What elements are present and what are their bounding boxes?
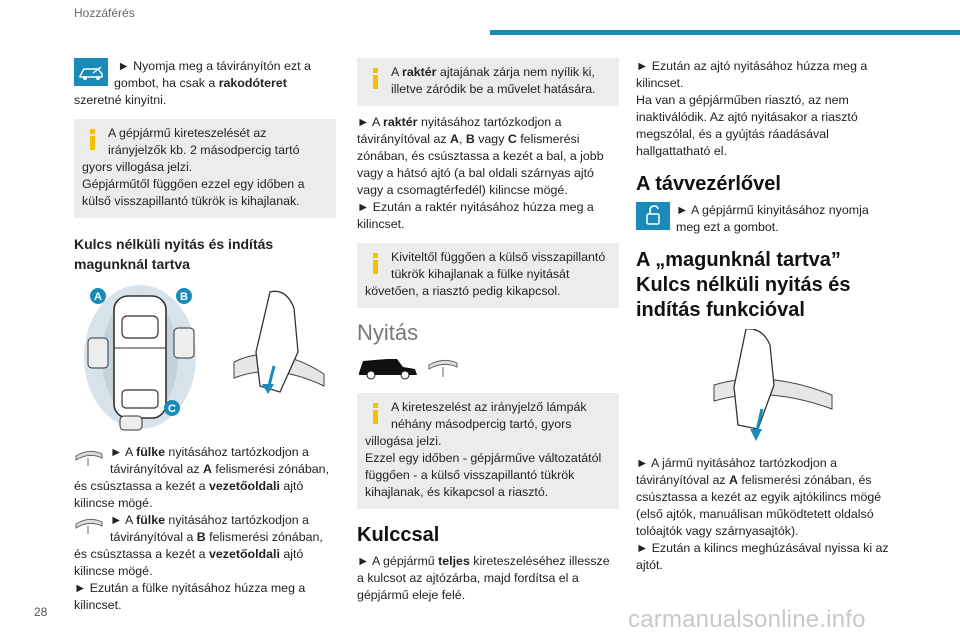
zone-label-b: B xyxy=(180,291,188,303)
paragraph: ► Ezután az ajtó nyitásához húzza meg a kilincset. xyxy=(636,59,868,90)
bold-term: B xyxy=(196,530,206,544)
bold-term: fülke xyxy=(136,445,165,459)
paragraph xyxy=(357,553,619,604)
cargo-unlock-paragraph xyxy=(74,58,336,109)
paragraph xyxy=(357,114,619,199)
note-text: Gépjárműtől függően ezzel egy időben a külső visszapillantó tükrök is kihajlanak. xyxy=(82,177,305,208)
text: A xyxy=(125,513,137,527)
text: kireteszeléséhez illessze a kulcsot az ajtózárba, majd fordítsa el a gépjármű eleje felé. xyxy=(357,554,610,602)
watermark: carmanualsonline.info xyxy=(628,606,866,633)
section-heading-nyitas: Nyitás xyxy=(357,320,419,345)
text: vagy xyxy=(474,132,508,146)
bold-term: raktér xyxy=(383,115,418,129)
bold-term: vezetőoldali xyxy=(208,479,280,493)
bold-term: rakodóteret xyxy=(218,76,287,90)
paragraph: ► Ezután a kilincs meghúzásával nyissa ki az ajtót. xyxy=(636,541,889,572)
column-2 xyxy=(357,58,619,604)
unlock-icon xyxy=(636,202,670,230)
text: ► A gépjármű kinyitásához nyomja meg ezt a gombot. xyxy=(676,203,869,234)
section-header: Hozzáférés xyxy=(74,6,135,20)
paragraph xyxy=(636,455,894,540)
info-note xyxy=(357,243,619,308)
info-icon xyxy=(365,249,387,279)
text: felismerési zónában, és csúsztassa a kezét a xyxy=(74,530,323,561)
bold-term: A xyxy=(202,462,212,476)
bold-term: C xyxy=(507,132,517,146)
bold-term: raktér xyxy=(402,65,437,79)
info-note xyxy=(357,58,619,106)
door-handle-icon xyxy=(74,512,104,536)
text: felismerési zónában, és csúsztassa a kezét az egyik ajtókilincs mögé (első ajtók, manuálisan működtetett oldalsó tolóajtók vagy szárnyasajtók). xyxy=(636,473,882,538)
info-icon xyxy=(365,399,387,429)
info-note xyxy=(357,393,619,509)
arrow-bullet: ► xyxy=(117,59,130,73)
bold-term: A xyxy=(728,473,738,487)
text: ajtó kilincse mögé. xyxy=(74,479,304,510)
note-text: Kiviteltől függően a külső visszapillantó tükrök kihajlanak a fülke nyitását követően, a riasztó pedig kikapcsol. xyxy=(365,250,606,298)
bold-term: B xyxy=(465,132,475,146)
bold-term: vezetőoldali xyxy=(208,547,280,561)
text: Nyomja meg a távirányítón ezt a gombot, ha csak a xyxy=(114,59,311,90)
cab-open-zone-b: ► A fülke nyitásához tartózkodjon a távirányítóval a B felismerési zónában, és csúsztassa a kezét a vezetőoldali ajtó kilincse mögé. xyxy=(74,513,323,578)
page-number: 28 xyxy=(34,605,48,619)
section-heading-remote: A távvezérlővel xyxy=(636,173,781,195)
door-handle-icon xyxy=(74,444,104,468)
bold-term: teljes xyxy=(438,554,470,568)
text: , xyxy=(458,132,466,146)
section-heading-keyless: A „magunknál tartva” Kulcs nélküli nyitás és indítás funkcióval xyxy=(636,249,851,321)
column-3 xyxy=(636,58,894,574)
text: nyitásához tartózkodjon a távirányítóval az xyxy=(357,115,562,146)
bold-term: A xyxy=(449,132,459,146)
text: ► A gépjármű xyxy=(357,554,439,568)
text: szeretné kinyitni. xyxy=(74,93,167,107)
text: A xyxy=(391,65,403,79)
zone-label-c: C xyxy=(168,403,176,415)
text: nyitásához tartózkodjon a távirányítóval az xyxy=(110,445,309,476)
paragraph: Ha van a gépjárműben riasztó, az nem inaktiválódik. Az ajtó nyitásakor a riasztó megszólal, és a gyújtás ráadásával hallgattatható el. xyxy=(636,93,858,158)
text: ajtajának zárja nem nyílik ki, illetve záródik be a művelet hatására. xyxy=(391,65,596,96)
text: ► A xyxy=(357,115,384,129)
text: felismerési zónában, és csúsztassa a kezét a bal, a jobb vagy a hátsó ajtó (a bal oldali szárnyas ajtó vagy a csomagtérfedél) kilincse mögé. xyxy=(357,132,604,197)
section-heading-kulccsal: Kulccsal xyxy=(357,524,440,546)
note-text: A kireteszelést az irányjelző lámpák néhány másodpercig tartó, gyors villogása jelzi. xyxy=(365,400,587,448)
zone-label-a: A xyxy=(94,291,102,303)
keyless-zones-illustration xyxy=(74,282,336,432)
van-icon xyxy=(357,353,467,381)
text: ► A jármű nyitásához tartózkodjon a távirányítóval az xyxy=(636,456,837,487)
bold-term: fülke xyxy=(136,513,165,527)
text: nyitásához tartózkodjon a távirányítóval a xyxy=(110,513,309,544)
remote-unlock-paragraph xyxy=(636,202,894,236)
info-icon xyxy=(365,64,387,94)
info-note xyxy=(74,119,336,218)
note-text: A gépjármű kireteszelését az irányjelzők kb. 2 másodpercig tartó gyors villogása jelzi. xyxy=(82,126,300,174)
info-icon xyxy=(82,125,104,155)
door-handle-illustration xyxy=(636,329,894,449)
paragraph: ► Ezután a fülke nyitásához húzza meg a kilincset. xyxy=(74,581,306,612)
van-key-icon xyxy=(74,58,108,86)
text: A xyxy=(125,445,137,459)
section-heading: Kulcs nélküli nyitás és indítás magunknál tartva xyxy=(74,236,274,272)
van-icons-row xyxy=(357,353,619,383)
column-1 xyxy=(74,58,336,614)
note-text: Ezzel egy időben - gépjárműve változatától függően - a külső visszapillantó tükrök kihajlanak, és kikapcsol a riasztó. xyxy=(365,451,602,499)
cab-open-zone-a: ► A fülke nyitásához tartózkodjon a távirányítóval az A felismerési zónában, és csúsztassa a kezét a vezetőoldali ajtó kilincse mögé. xyxy=(74,445,330,510)
text: ajtó kilincse mögé. xyxy=(74,547,304,578)
text: felismerési zónában, és csúsztassa a kezét a xyxy=(74,462,330,493)
header-accent-bar xyxy=(490,30,960,35)
paragraph: ► Ezután a raktér nyitásához húzza meg a kilincset. xyxy=(357,200,594,231)
